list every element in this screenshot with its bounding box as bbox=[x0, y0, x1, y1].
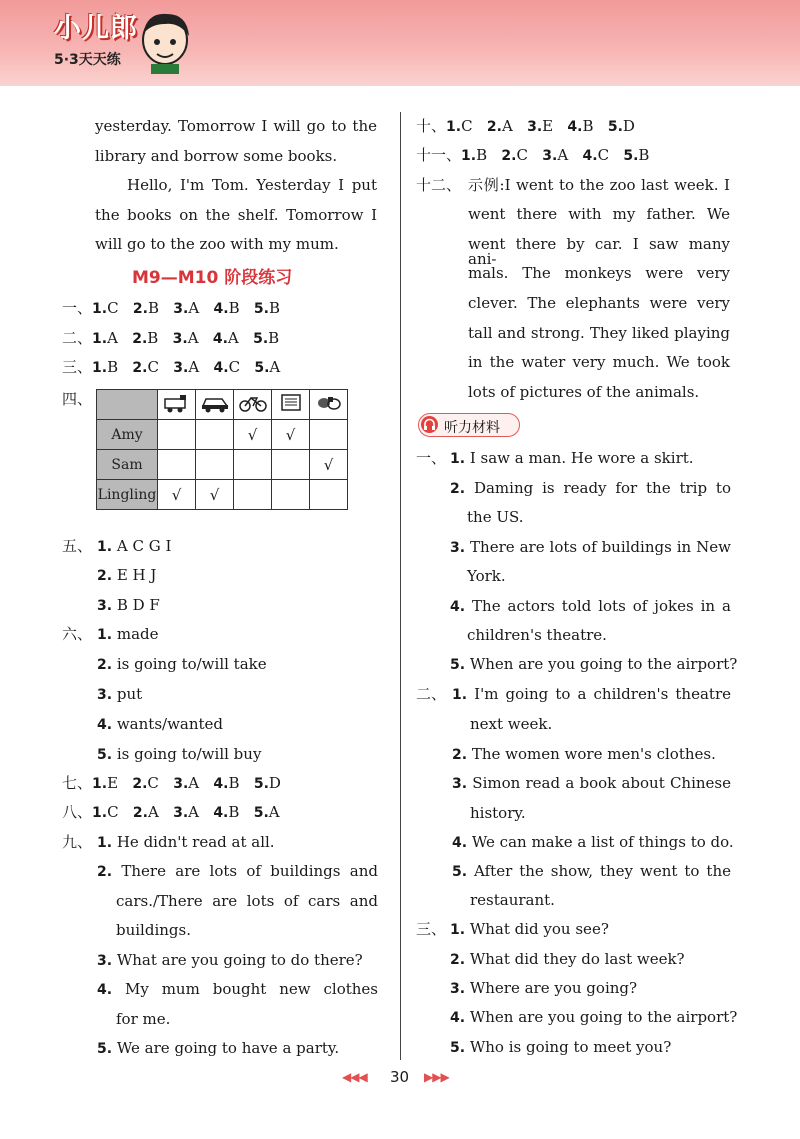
row-name: Lingling bbox=[97, 480, 158, 510]
question-number: 四、 bbox=[62, 390, 93, 408]
question-number: 七、 bbox=[62, 774, 93, 792]
answer-row: 十、1.C 2.A 3.E 4.B 5.D bbox=[416, 117, 635, 135]
table-cell: √ bbox=[272, 420, 310, 450]
answer-line: 3. Where are you going? bbox=[450, 979, 638, 997]
column-divider bbox=[400, 112, 401, 1060]
answer-row: 八、1.C 2.A 3.A 4.B 5.A bbox=[62, 803, 280, 821]
row-name: Sam bbox=[97, 450, 158, 480]
series-name: 5·3天天练 bbox=[54, 52, 121, 68]
answer-line: 5. Who is going to meet you? bbox=[450, 1038, 672, 1056]
question-number: 十二、 bbox=[416, 176, 462, 194]
text-line: will go to the zoo with my mum. bbox=[95, 235, 339, 253]
book-icon bbox=[272, 390, 310, 420]
table-cell bbox=[272, 480, 310, 510]
question-number: 一、 bbox=[416, 449, 447, 467]
question-number: 二、 bbox=[62, 329, 93, 347]
answer-line: 1. He didn't read at all. bbox=[97, 833, 275, 851]
answer-line: 2. There are lots of buildings and bbox=[97, 862, 378, 880]
answer-row: 三、1.B 2.C 3.A 4.C 5.A bbox=[62, 358, 281, 376]
question-number: 九、 bbox=[62, 833, 93, 851]
brand-logo: 小儿郎 bbox=[54, 13, 138, 44]
answer-line: 2. What did they do last week? bbox=[450, 950, 685, 968]
answer-line: 2. E H J bbox=[97, 566, 157, 584]
answer-line: restaurant. bbox=[470, 891, 555, 909]
page-header bbox=[0, 0, 800, 86]
answer-line: 3. There are lots of buildings in New bbox=[450, 538, 731, 556]
question-number: 五、 bbox=[62, 537, 93, 555]
answer-line: 3. Simon read a book about Chinese bbox=[452, 774, 731, 792]
right-arrows-icon: ▶▶▶ bbox=[424, 1070, 449, 1084]
text-line: in the water very much. We took bbox=[468, 353, 730, 371]
text-line: the books on the shelf. Tomorrow I bbox=[95, 206, 377, 224]
question-number: 二、 bbox=[416, 685, 447, 703]
row-name: Amy bbox=[97, 420, 158, 450]
answer-line: 2. Daming is ready for the trip to bbox=[450, 479, 731, 497]
question-number: 三、 bbox=[62, 358, 93, 376]
table-cell: √ bbox=[196, 480, 234, 510]
answer-line: 4. wants/wanted bbox=[97, 715, 224, 733]
headphones-icon bbox=[421, 416, 438, 433]
question-number: 一、 bbox=[62, 299, 93, 317]
table-cell: √ bbox=[234, 420, 272, 450]
answer-line: cars./There are lots of cars and bbox=[116, 892, 378, 910]
table-cell bbox=[234, 450, 272, 480]
answer-line: 5. is going to/will buy bbox=[97, 745, 262, 763]
answer-line: 5. We are going to have a party. bbox=[97, 1039, 340, 1057]
question-number: 十、 bbox=[416, 117, 447, 135]
text-line: clever. The elephants were very bbox=[468, 294, 730, 312]
answer-line: 5. When are you going to the airport? bbox=[450, 655, 738, 673]
table-cell bbox=[310, 480, 348, 510]
table-cell bbox=[158, 450, 196, 480]
table-cell: √ bbox=[158, 480, 196, 510]
table-cell bbox=[272, 450, 310, 480]
text-line: Hello, I'm Tom. Yesterday I put bbox=[127, 176, 377, 194]
table-cell bbox=[234, 480, 272, 510]
answer-row: 七、1.E 2.C 3.A 4.B 5.D bbox=[62, 774, 281, 792]
answer-line: children's theatre. bbox=[467, 626, 607, 644]
table-corner bbox=[97, 390, 158, 420]
text-line: went there with my father. We bbox=[468, 205, 730, 223]
answer-row: 二、1.A 2.B 3.A 4.A 5.B bbox=[62, 329, 280, 347]
question-number: 三、 bbox=[416, 920, 447, 938]
answer-line: 4. When are you going to the airport? bbox=[450, 1008, 738, 1026]
answer-line: 1. What did you see? bbox=[450, 920, 609, 938]
table-cell: √ bbox=[310, 450, 348, 480]
question-number: 六、 bbox=[62, 625, 93, 643]
answer-line: 3. What are you going to do there? bbox=[97, 951, 363, 969]
answer-line: buildings. bbox=[116, 921, 191, 939]
left-arrows-icon: ◀◀◀ bbox=[342, 1070, 367, 1084]
text-line: library and borrow some books. bbox=[95, 147, 338, 165]
table-cell bbox=[196, 420, 234, 450]
answer-line: 3. B D F bbox=[97, 596, 160, 614]
text-line: went there by car. I saw many ani- bbox=[468, 235, 730, 268]
listening-badge bbox=[418, 413, 520, 437]
text-line: lots of pictures of the animals. bbox=[468, 383, 700, 401]
question-number: 十一、 bbox=[416, 146, 462, 164]
text-line: tall and strong. They liked playing bbox=[468, 324, 730, 342]
mascot-icon bbox=[135, 10, 195, 76]
answer-line: 4. We can make a list of things to do. bbox=[452, 833, 734, 851]
section-title: M9—M10 阶段练习 bbox=[132, 268, 293, 288]
food-icon bbox=[310, 390, 348, 420]
answer-line: 3. put bbox=[97, 685, 143, 703]
answer-line: 5. After the show, they went to the bbox=[452, 862, 731, 880]
table-cell bbox=[196, 450, 234, 480]
answer-line: history. bbox=[470, 804, 526, 822]
answer-line: for me. bbox=[116, 1010, 171, 1028]
answer-line: 1. I saw a man. He wore a skirt. bbox=[450, 449, 694, 467]
answer-line: next week. bbox=[470, 715, 553, 733]
table-cell bbox=[310, 420, 348, 450]
text-line: mals. The monkeys were very bbox=[468, 264, 730, 282]
page-number: 30 bbox=[390, 1068, 410, 1086]
train-icon bbox=[158, 390, 196, 420]
answer-line: 2. is going to/will take bbox=[97, 655, 267, 673]
answer-line: 1. made bbox=[97, 625, 159, 643]
answer-table bbox=[96, 389, 348, 510]
listening-label: 听力材料 bbox=[444, 420, 500, 436]
bicycle-icon bbox=[234, 390, 272, 420]
question-number: 八、 bbox=[62, 803, 93, 821]
answer-row: 一、1.C 2.B 3.A 4.B 5.B bbox=[62, 299, 280, 317]
text-line: yesterday. Tomorrow I will go to the bbox=[95, 117, 377, 135]
answer-line: the US. bbox=[467, 508, 524, 526]
answer-line: 4. The actors told lots of jokes in a bbox=[450, 597, 731, 615]
answer-line: York. bbox=[467, 567, 506, 585]
table-cell bbox=[158, 420, 196, 450]
answer-line: 2. The women wore men's clothes. bbox=[452, 745, 716, 763]
answer-line: 4. My mum bought new clothes bbox=[97, 980, 378, 998]
answer-line: 1. I'm going to a children's theatre bbox=[452, 685, 731, 703]
text-line: 示例:I went to the zoo last week. I bbox=[468, 176, 730, 194]
answer-row: 十一、1.B 2.C 3.A 4.C 5.B bbox=[416, 146, 650, 164]
answer-line: 1. A C G I bbox=[97, 537, 172, 555]
car-icon bbox=[196, 390, 234, 420]
